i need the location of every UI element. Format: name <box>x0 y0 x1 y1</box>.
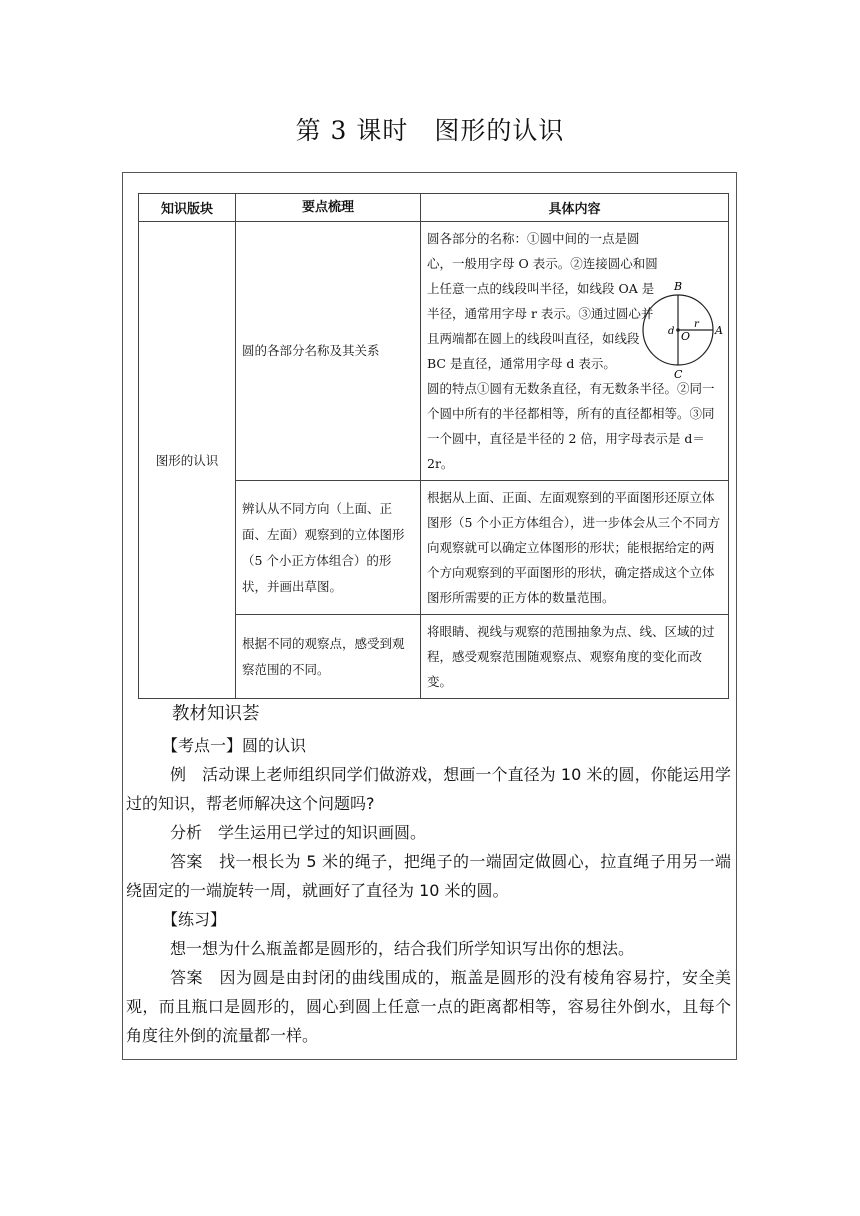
lesson-topic: 图形的认识 <box>434 116 565 145</box>
content-cell: 根据从上面、正面、左面观察到的平面图形还原立体图形（5 个小正方体组合），进一步体会从三个不同方向观察就可以确定立体图形的形状；能根据给定的两个方向观察到的平面图形的形状，确定搭成这个立体图形所需要的正方体的数量范围。 <box>421 481 729 615</box>
analysis-paragraph: 分析 学生运用已学过的知识画圆。 <box>170 823 427 842</box>
label-o: O <box>681 330 691 343</box>
section-heading: 教材知识荟 <box>172 704 260 724</box>
point-cell: 辨认从不同方向（上面、正面、左面）观察到的立体图形（5 个小正方体组合）的形状，并画出草图。 <box>236 481 421 615</box>
table-header-row <box>139 194 729 222</box>
practice-heading: 【练习】 <box>162 910 227 929</box>
table-row <box>139 222 729 481</box>
label-a: A <box>715 324 723 337</box>
practice-answer-paragraph: 答案 因为圆是由封闭的曲线围成的，瓶盖是圆形的没有棱角容易拧，安全美观，而且瓶口是圆形的，圆心到圆上任意一点的距离都相等，容易往外倒水，且每个角度往外倒的流量都一样。 <box>126 968 731 1045</box>
circle-diagram <box>638 270 722 390</box>
example-paragraph: 例 活动课上老师组织同学们做游戏，想画一个直径为 10 米的圆，你能运用学过的知识，帮老师解决这个问题吗? <box>126 765 731 813</box>
label-b: B <box>674 280 683 293</box>
circle-parts-text: 圆各部分的名称：①圆中间的一点是圆心，一般用字母 O 表示。②连接圆心和圆上任意一点的线段叫半径，如线段 OA 是半径，通常用字母 r 表示。③通过圆心并且两端都在圆上的线段叫直径，如线段 BC 是直径，通常用字母 d 表示。 <box>427 231 658 371</box>
header-cell: 具体内容 <box>421 194 729 222</box>
circle-block <box>427 226 723 381</box>
point-cell: 根据不同的观察点，感受到观察范围的不同。 <box>236 615 421 699</box>
point-cell: 圆的各部分名称及其关系 <box>236 222 421 481</box>
knowledge-table <box>138 193 729 699</box>
label-d: d <box>668 326 675 337</box>
label-c: C <box>674 368 683 381</box>
circle-features-text: 圆的特点①圆有无数条直径，有无数条半径。②同一个圆中所有的半径都相等，所有的直径都相等。③同一个圆中，直径是半径的 2 倍，用字母表示是 d＝2r。 <box>427 381 715 471</box>
content-cell <box>421 222 729 481</box>
page-title <box>0 111 860 147</box>
lesson-body <box>122 700 737 1050</box>
section-cell: 图形的认识 <box>139 222 236 699</box>
practice-paragraph: 想一想为什么瓶盖都是圆形的，结合我们所学知识写出你的想法。 <box>170 939 635 958</box>
content-cell: 将眼睛、视线与观察的范围抽象为点、线、区域的过程，感受观察范围随观察点、观察角度的变化而改变。 <box>421 615 729 699</box>
answer-paragraph: 答案 找一根长为 5 米的绳子，把绳子的一端固定做圆心，拉直绳子用另一端绕固定的一端旋转一周，就画好了直径为 10 米的圆。 <box>126 852 731 900</box>
label-r: r <box>694 319 699 330</box>
lesson-number: 第 3 课时 <box>295 116 409 145</box>
kaodian-heading: 【考点一】圆的认识 <box>162 736 307 755</box>
header-cell: 要点梳理 <box>236 194 421 222</box>
header-cell: 知识版块 <box>139 194 236 222</box>
